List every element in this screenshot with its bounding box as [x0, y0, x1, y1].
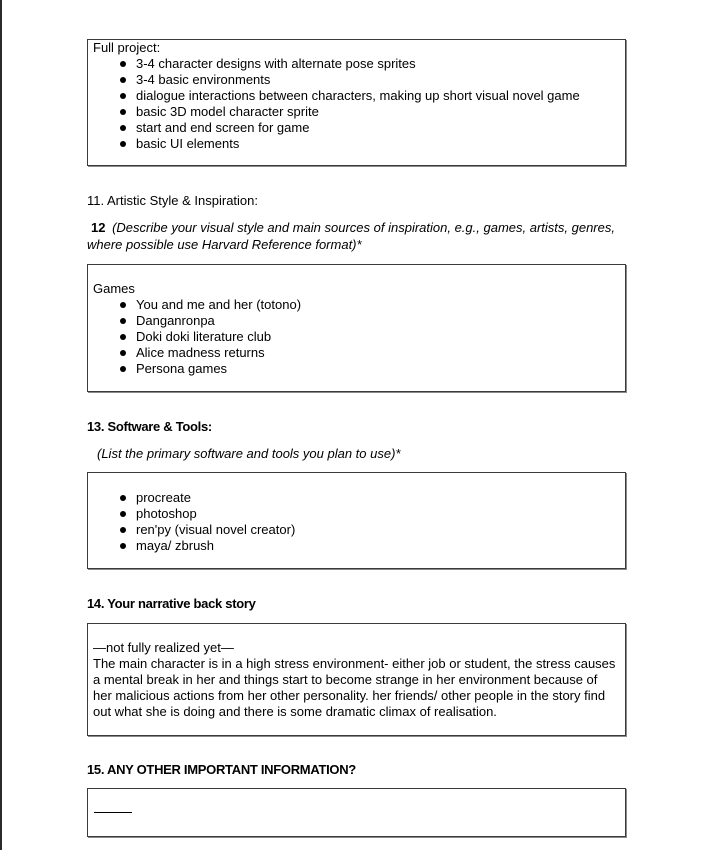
full-project-list [93, 56, 625, 152]
bullet-icon [120, 141, 126, 147]
section-15-heading: 15. ANY OTHER IMPORTANT INFORMATION? [87, 762, 356, 777]
bullet-icon [120, 543, 126, 549]
list-item: 3-4 character designs with alternate pose sprites [93, 56, 625, 72]
prompt-line-1: (Describe your visual style and main sources of inspiration, e.g., games, artists, genres, [112, 220, 615, 235]
prompt-number: 12 [91, 220, 106, 235]
bullet-icon [120, 527, 126, 533]
section-11-prompt [87, 220, 615, 236]
blank-answer-line [94, 812, 132, 813]
artistic-style-answer-box[interactable] [87, 264, 626, 392]
other-info-answer-box[interactable] [87, 788, 626, 837]
list-item: Alice madness returns [93, 345, 625, 361]
section-11-prompt-line-2: where possible use Harvard Reference format)* [87, 237, 362, 252]
list-item: Danganronpa [93, 313, 625, 329]
software-tools-answer-box[interactable] [87, 472, 626, 569]
bullet-icon [120, 334, 126, 340]
bullet-icon [120, 318, 126, 324]
list-item: basic UI elements [93, 136, 625, 152]
answer-note: —not fully realized yet— [93, 640, 234, 655]
section-13-heading: 13. Software & Tools: [87, 419, 212, 434]
list-item: photoshop [93, 506, 625, 522]
list-item: 3-4 basic environments [93, 72, 625, 88]
section-11-heading: 11. Artistic Style & Inspiration: [87, 193, 258, 208]
bullet-icon [120, 77, 126, 83]
answer-intro: Full project: [93, 40, 161, 55]
list-item: maya/ zbrush [93, 538, 625, 554]
list-item: ren'py (visual novel creator) [93, 522, 625, 538]
list-item: Persona games [93, 361, 625, 377]
section-14-heading: 14. Your narrative back story [87, 596, 256, 611]
list-item: Doki doki literature club [93, 329, 625, 345]
page-left-edge [0, 0, 2, 850]
bullet-icon [120, 302, 126, 308]
bullet-icon [120, 511, 126, 517]
narrative-paragraph: The main character is in a high stress environment- either job or student, the stress causes a mental break in her and things start to become strange in her environment because of her malicious actions from her other personality. her friends/ other people in the story find out what she is doing and there is some dramatic climax of realisation. [93, 656, 616, 719]
software-list [93, 473, 625, 554]
bullet-icon [120, 350, 126, 356]
list-item: basic 3D model character sprite [93, 104, 625, 120]
section-13-prompt: (List the primary software and tools you plan to use)* [97, 446, 401, 461]
bullet-icon [120, 495, 126, 501]
list-item: You and me and her (totono) [93, 297, 625, 313]
bullet-icon [120, 109, 126, 115]
narrative-answer-box[interactable] [87, 623, 626, 736]
list-item: procreate [93, 490, 625, 506]
list-item: dialogue interactions between characters, making up short visual novel game [93, 88, 625, 104]
full-project-answer-box[interactable] [87, 39, 626, 166]
inspiration-games-list [93, 297, 625, 377]
bullet-icon [120, 366, 126, 372]
bullet-icon [120, 125, 126, 131]
bullet-icon [120, 61, 126, 67]
bullet-icon [120, 93, 126, 99]
list-item: start and end screen for game [93, 120, 625, 136]
answer-intro: Games [93, 281, 135, 296]
